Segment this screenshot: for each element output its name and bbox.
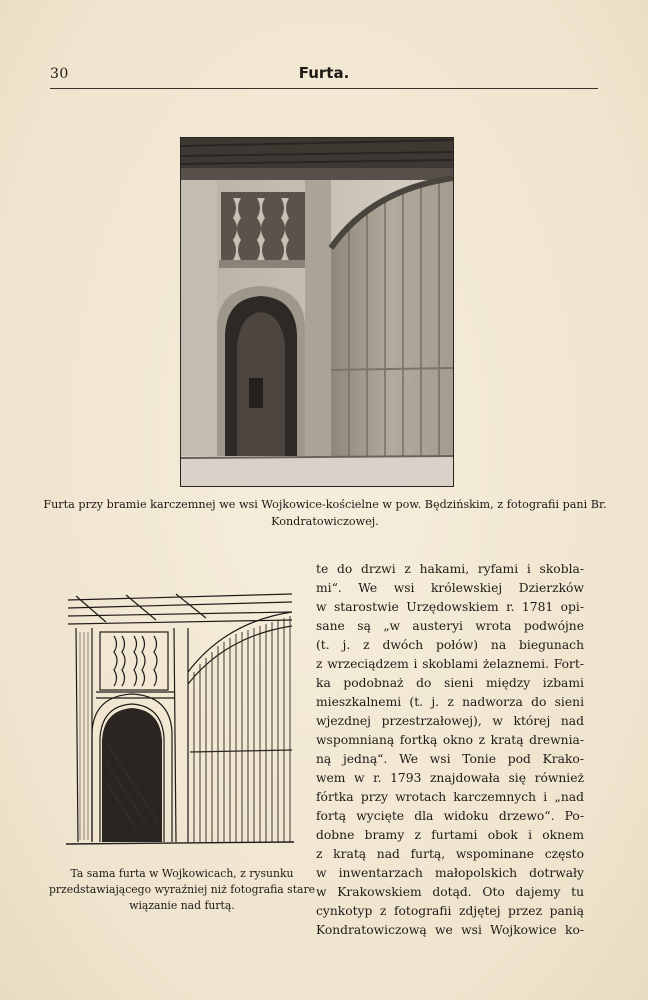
- drawing-caption: Ta sama furta w Wojkowicach, z rysunku przedstawiającego wyraźniej niż fotografia stare wiązanie nad furtą.: [48, 867, 316, 912]
- text-line: te do drzwi z hakami, ryfami i skobla-: [316, 562, 584, 576]
- text-line: (t. j. z dwóch połów) na biegunach: [316, 638, 584, 652]
- gate-photograph-image: [181, 138, 453, 486]
- gate-drawing: [66, 592, 294, 852]
- text-line: mieszkalnemi (t. j. z nadworza do sieni: [316, 695, 584, 709]
- gate-drawing-image: [66, 592, 294, 852]
- text-line: dobne bramy z furtami obok i oknem: [316, 828, 584, 842]
- text-line: cynkotyp z fotografii zdjętej przez panią: [316, 904, 584, 918]
- running-title: Furta.: [298, 64, 350, 82]
- text-line: z wrzeciądzem i skoblami żelaznemi. Fort-: [316, 657, 584, 671]
- text-line: ka podobnaż do sieni między izbami: [316, 676, 584, 690]
- text-line: w Krakowskiem dotąd. Oto dajemy tu: [316, 885, 584, 899]
- text-line: wjezdnej przestrzałowej), w której nad: [316, 714, 584, 728]
- gate-photograph: [180, 137, 454, 487]
- header-rule: [50, 88, 598, 89]
- text-line: mi“. We wsi królewskiej Dzierzków: [316, 581, 584, 595]
- text-line: wem w r. 1793 znajdowała się również: [316, 771, 584, 785]
- text-line: ną jedną“. We wsi Tonie pod Krako-: [316, 752, 584, 766]
- photo-caption: Furta przy bramie karczemnej we wsi Wojkowice-kościelne w pow. Będzińskim, z fotografii pani Br. Kondratowiczowej.: [43, 498, 607, 528]
- text-line: sane są „w austeryi wrota podwójne: [316, 619, 584, 633]
- page-number: 30: [50, 66, 69, 82]
- text-line: fórtka przy wrotach karczemnych i „nad: [316, 790, 584, 804]
- text-line: z kratą nad furtą, wspominane często: [316, 847, 584, 861]
- text-line: wspomnianą fortką okno z kratą drewnia-: [316, 733, 584, 747]
- body-text-column: [316, 560, 584, 940]
- text-line: w starostwie Urzędowskiem r. 1781 opi-: [316, 600, 584, 614]
- text-line: Kondratowiczową we wsi Wojkowice ko-: [316, 923, 584, 937]
- text-line: w inwentarzach małopolskich dotrwały: [316, 866, 584, 880]
- text-line: fortą wycięte dla widoku drzewo“. Po-: [316, 809, 584, 823]
